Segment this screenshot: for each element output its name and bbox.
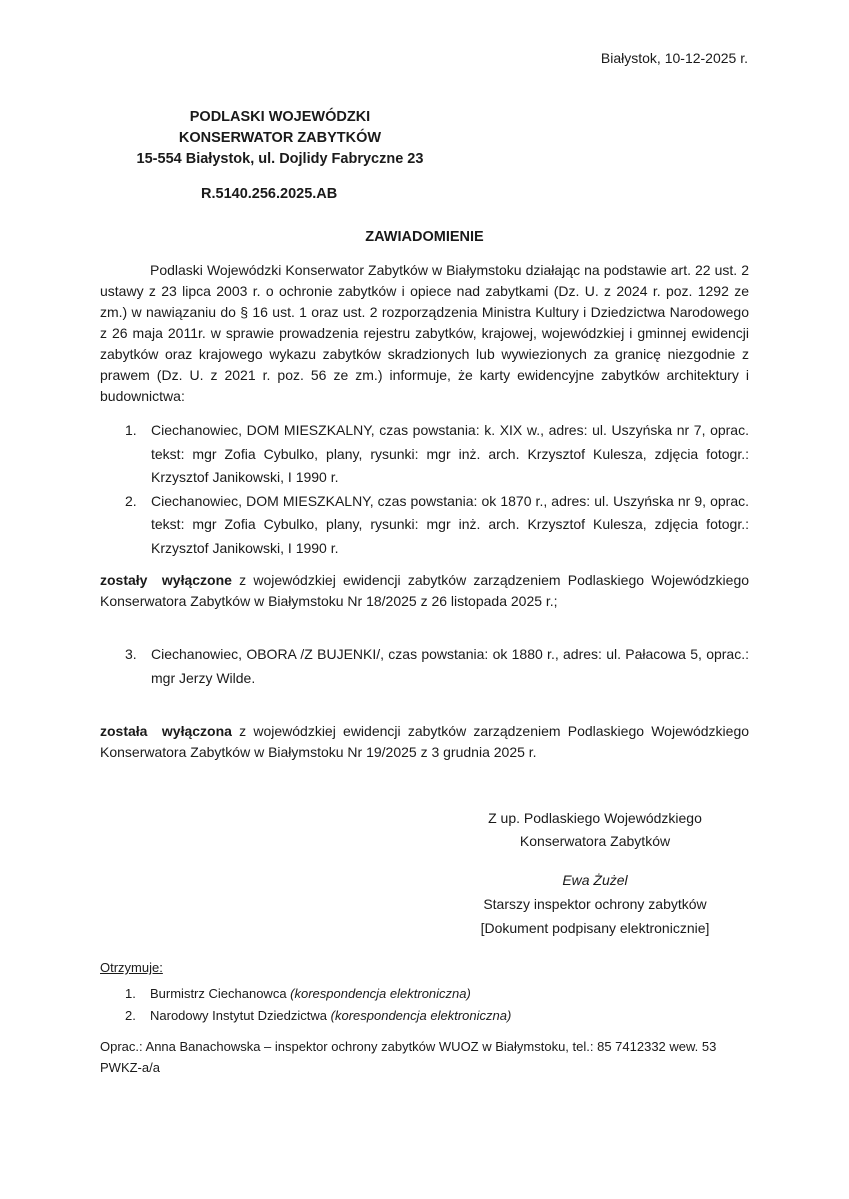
- monument-list-second: [125, 643, 749, 690]
- list-item-number: 2.: [125, 492, 137, 509]
- list-item: [125, 490, 749, 561]
- authorization-line-2: Konserwatora Zabytków: [519, 833, 671, 849]
- monument-list-first: [125, 419, 749, 560]
- authorization-block: [470, 807, 720, 853]
- list-item-text: Ciechanowiec, DOM MIESZKALNY, czas powstania: k. XIX w., adres: ul. Uszyńska nr 7, oprac. tekst: mgr Zofia Cybulko, plany, rysunki: mgr inż. arch. Krzysztof Kulesza, zdjęcia fotogr.: Krzysztof Janikowski, I 1990 r.: [151, 422, 749, 485]
- decision-bold-2: wyłączone: [161, 572, 232, 588]
- prepared-by-footer: [100, 1036, 749, 1078]
- decision-paragraph-2: [100, 721, 749, 763]
- decision-text: z wojewódzkiej ewidencji zabytków zarządzeniem Podlaskiego Wojewódzkiego Konserwatora Zabytków w Białymstoku Nr 19/2025 z 3 grudnia 2025 r.: [100, 723, 750, 760]
- recipient-note: (korespondencja elektroniczna): [290, 986, 471, 1001]
- signatory-name: Ewa Żużel: [562, 872, 628, 888]
- sender-block: [100, 107, 460, 170]
- decision-bold-2: wyłączona: [161, 723, 232, 739]
- recipient-name: Narodowy Instytut Dziedzictwa: [150, 1008, 328, 1023]
- recipient-item: [125, 1005, 511, 1027]
- authorization-line-1: Z up. Podlaskiego Wojewódzkiego: [488, 810, 702, 826]
- recipient-number: 1.: [125, 986, 136, 1001]
- sender-line-1: PODLASKI WOJEWÓDZKI: [189, 109, 371, 125]
- sender-line-2: KONSERWATOR ZABYTKÓW: [178, 130, 382, 146]
- footer-line-2: PWKZ-a/a: [100, 1060, 160, 1075]
- recipients-list: [125, 983, 511, 1027]
- intro-paragraph: [100, 260, 749, 407]
- sender-address: 15-554 Białystok, ul. Dojlidy Fabryczne 23: [136, 151, 424, 167]
- intro-text: Podlaski Wojewódzki Konserwator Zabytków w Białymstoku działając na podstawie art. 22 ust. 2 ustawy z 23 lipca 2003 r. o ochronie zabytków i opiece nad zabytkami (Dz. U. z 2024 r. poz. 1292 ze zm.) w nawiązaniu do § 16 ust. 1 oraz ust. 2 rozporządzenia Ministra Kultury i Dziedzictwa Narodowego z 26 maja 2011r. w sprawie prowadzenia rejestru zabytków, krajowej, wojewódzkiej i gminnej ewidencji zabytków oraz krajowego wykazu zabytków skradzionych lub wywiezionych za granicę niezgodnie z prawem (Dz. U. z 2021 r. poz. 56 ze zm.) informuje, że karty ewidencyjne zabytków architektury i budownictwa:: [100, 262, 749, 404]
- list-item-text: Ciechanowiec, DOM MIESZKALNY, czas powstania: ok 1870 r., adres: ul. Uszyńska nr 9, oprac. tekst: mgr Zofia Cybulko, plany, rysunki: mgr inż. arch. Krzysztof Kulesza, zdjęcia fotogr.: Krzysztof Janikowski, I 1990 r.: [151, 492, 749, 556]
- recipient-note: (korespondencja elektroniczna): [330, 1008, 512, 1023]
- recipient-number: 2.: [125, 1008, 136, 1023]
- list-item-text: Ciechanowiec, OBORA /Z BUJENKI/, czas powstania: ok 1880 r., adres: ul. Pałacowa 5, oprac.: mgr Jerzy Wilde.: [151, 646, 749, 686]
- list-item-number: 1.: [125, 422, 137, 438]
- signature-block: [470, 868, 720, 940]
- list-item: [125, 643, 749, 690]
- recipients-heading: Otrzymuje:: [100, 960, 163, 975]
- recipient-name: Burmistrz Ciechanowca: [150, 986, 287, 1001]
- decision-bold-1: została: [100, 723, 148, 739]
- signature-note: [Dokument podpisany elektronicznie]: [480, 920, 710, 936]
- signatory-position: Starszy inspektor ochrony zabytków: [483, 896, 707, 912]
- list-item: [125, 419, 749, 490]
- decision-paragraph-1: [100, 570, 749, 612]
- list-item-number: 3.: [125, 646, 137, 662]
- decision-text: z wojewódzkiej ewidencji zabytków zarządzeniem Podlaskiego Wojewódzkiego Konserwatora Zabytków w Białymstoku Nr 18/2025 z 26 listopada 2025 r.;: [100, 572, 750, 609]
- document-date: Białystok, 10-12-2025 r.: [600, 50, 748, 66]
- reference-number: R.5140.256.2025.AB: [201, 186, 338, 202]
- recipient-item: [125, 983, 511, 1005]
- footer-line-1: Oprac.: Anna Banachowska – inspektor ochrony zabytków WUOZ w Białymstoku, tel.: 85 7412332 wew. 53: [100, 1039, 717, 1054]
- document-title: ZAWIADOMIENIE: [365, 229, 484, 245]
- decision-bold-1: zostały: [100, 572, 148, 588]
